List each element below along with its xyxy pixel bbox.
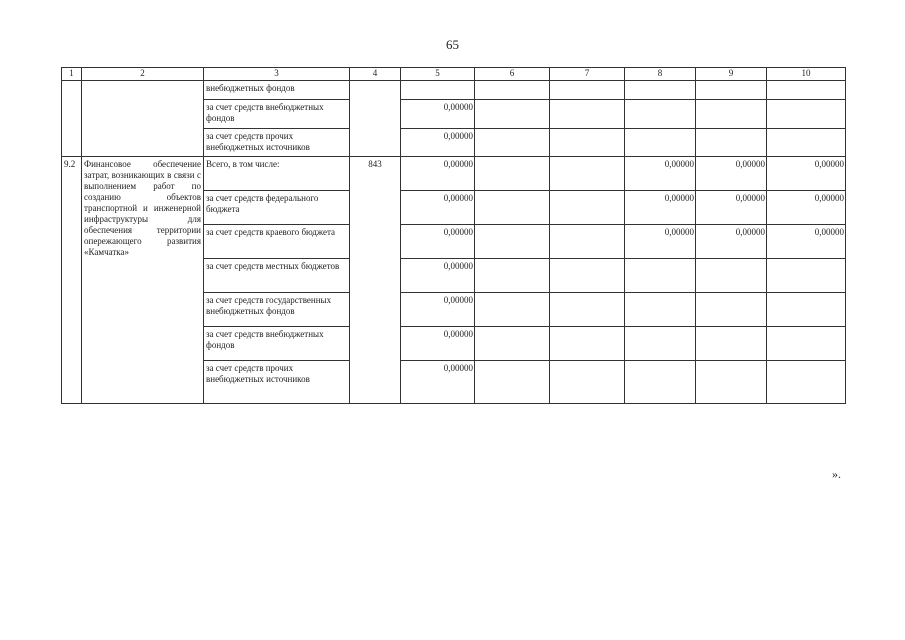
item-number: 9.2 bbox=[62, 157, 82, 404]
amount-cell: 0,00000 bbox=[401, 100, 475, 129]
amount-cell bbox=[550, 157, 625, 191]
header-cell: 1 bbox=[62, 68, 82, 81]
amount-cell bbox=[767, 100, 846, 129]
source-cell: за счет средств государственных внебюджетных фондов bbox=[204, 293, 350, 327]
amount-cell: 0,00000 bbox=[401, 327, 475, 361]
header-cell: 5 bbox=[401, 68, 475, 81]
amount-cell: 0,00000 bbox=[401, 293, 475, 327]
amount-cell bbox=[550, 81, 625, 100]
amount-cell bbox=[625, 361, 696, 404]
amount-cell bbox=[475, 129, 550, 157]
source-cell: за счет средств прочих внебюджетных источников bbox=[204, 129, 350, 157]
number-cell bbox=[62, 81, 82, 157]
description-cell bbox=[82, 81, 204, 157]
amount-cell: 0,00000 bbox=[625, 191, 696, 225]
amount-cell bbox=[550, 327, 625, 361]
amount-cell: 0,00000 bbox=[401, 361, 475, 404]
page-number: 65 bbox=[446, 37, 459, 52]
item-description: Финансовое обеспечение затрат, возникающих в связи с выполнением работ по созданию объектов транспортной и инженерной инфраструктуры для обеспечения территории опережающего развития «Камчатка» bbox=[82, 157, 204, 404]
amount-cell: 0,00000 bbox=[401, 191, 475, 225]
amount-cell bbox=[625, 100, 696, 129]
amount-cell bbox=[475, 191, 550, 225]
source-cell: внебюджетных фондов bbox=[204, 81, 350, 100]
amount-cell bbox=[696, 361, 767, 404]
amount-cell bbox=[696, 327, 767, 361]
amount-cell bbox=[767, 361, 846, 404]
amount-cell bbox=[767, 293, 846, 327]
header-cell: 2 bbox=[82, 68, 204, 81]
amount-cell bbox=[475, 259, 550, 293]
source-cell: Всего, в том числе: bbox=[204, 157, 350, 191]
code-cell bbox=[350, 81, 401, 157]
amount-cell bbox=[475, 157, 550, 191]
amount-cell bbox=[696, 259, 767, 293]
header-cell: 4 bbox=[350, 68, 401, 81]
header-cell: 8 bbox=[625, 68, 696, 81]
amount-cell: 0,00000 bbox=[767, 225, 846, 259]
amount-cell bbox=[475, 100, 550, 129]
amount-cell: 0,00000 bbox=[401, 129, 475, 157]
amount-cell: 0,00000 bbox=[625, 225, 696, 259]
amount-cell bbox=[550, 361, 625, 404]
amount-cell: 0,00000 bbox=[625, 157, 696, 191]
amount-cell bbox=[550, 191, 625, 225]
amount-cell bbox=[696, 293, 767, 327]
amount-cell bbox=[401, 81, 475, 100]
header-cell: 3 bbox=[204, 68, 350, 81]
amount-cell bbox=[696, 129, 767, 157]
amount-cell: 0,00000 bbox=[696, 225, 767, 259]
source-cell: за счет средств федерального бюджета bbox=[204, 191, 350, 225]
amount-cell bbox=[625, 259, 696, 293]
amount-cell bbox=[550, 259, 625, 293]
amount-cell bbox=[475, 81, 550, 100]
amount-cell: 0,00000 bbox=[401, 225, 475, 259]
source-cell: за счет средств внебюджетных фондов bbox=[204, 100, 350, 129]
amount-cell bbox=[475, 293, 550, 327]
amount-cell bbox=[625, 129, 696, 157]
amount-cell bbox=[550, 100, 625, 129]
closing-quote-mark: ». bbox=[832, 467, 841, 481]
amount-cell bbox=[550, 225, 625, 259]
table-row bbox=[62, 81, 846, 100]
amount-cell bbox=[475, 225, 550, 259]
source-cell: за счет средств местных бюджетов bbox=[204, 259, 350, 293]
header-cell: 9 bbox=[696, 68, 767, 81]
source-cell: за счет средств внебюджетных фондов bbox=[204, 327, 350, 361]
amount-cell bbox=[625, 327, 696, 361]
amount-cell: 0,00000 bbox=[767, 157, 846, 191]
amount-cell: 0,00000 bbox=[696, 191, 767, 225]
amount-cell bbox=[767, 327, 846, 361]
amount-cell bbox=[475, 361, 550, 404]
amount-cell bbox=[625, 81, 696, 100]
header-cell: 6 bbox=[475, 68, 550, 81]
amount-cell: 0,00000 bbox=[696, 157, 767, 191]
amount-cell bbox=[475, 327, 550, 361]
header-cell: 10 bbox=[767, 68, 846, 81]
amount-cell bbox=[696, 100, 767, 129]
table-row bbox=[62, 157, 846, 191]
header-row bbox=[62, 68, 846, 81]
source-cell: за счет средств прочих внебюджетных источников bbox=[204, 361, 350, 404]
amount-cell bbox=[767, 259, 846, 293]
amount-cell bbox=[625, 293, 696, 327]
amount-cell bbox=[767, 81, 846, 100]
item-code: 843 bbox=[350, 157, 401, 404]
amount-cell: 0,00000 bbox=[401, 259, 475, 293]
amount-cell bbox=[550, 293, 625, 327]
budget-table bbox=[61, 67, 846, 404]
amount-cell bbox=[696, 81, 767, 100]
header-cell: 7 bbox=[550, 68, 625, 81]
amount-cell: 0,00000 bbox=[401, 157, 475, 191]
amount-cell: 0,00000 bbox=[767, 191, 846, 225]
amount-cell bbox=[767, 129, 846, 157]
amount-cell bbox=[550, 129, 625, 157]
source-cell: за счет средств краевого бюджета bbox=[204, 225, 350, 259]
